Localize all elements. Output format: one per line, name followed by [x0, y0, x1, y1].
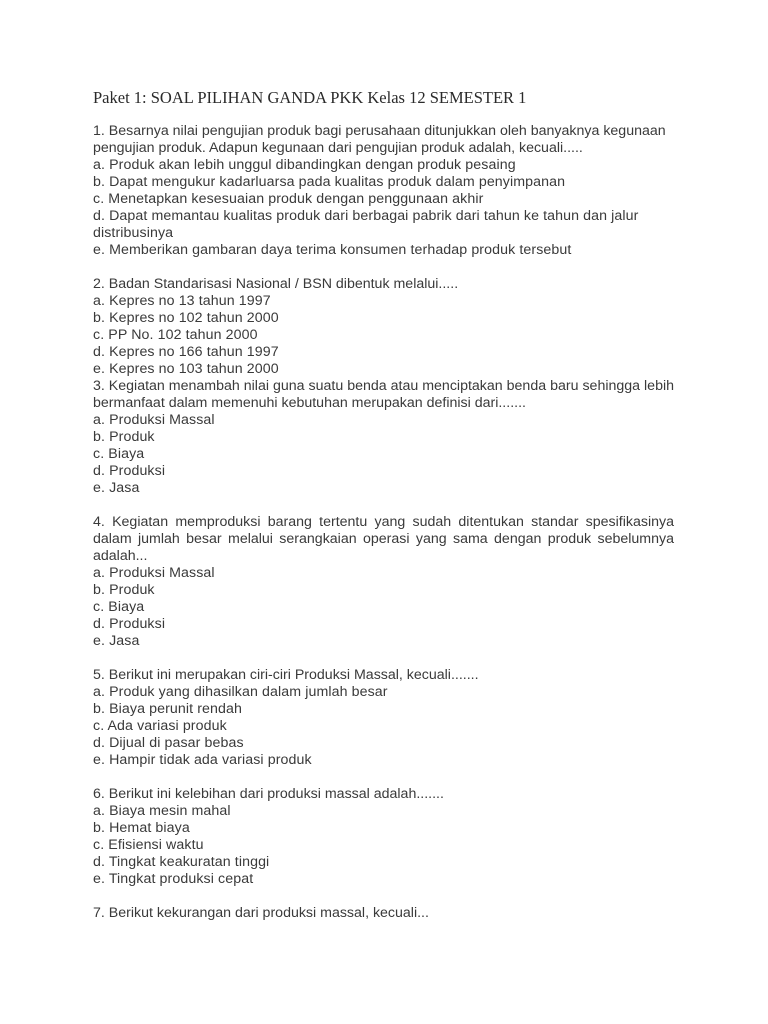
- question-2-stem: 2. Badan Standarisasi Nasional / BSN dibentuk melalui.....: [93, 276, 459, 292]
- question-5-option-d: d. Dijual di pasar bebas: [93, 735, 244, 751]
- question-7: [93, 905, 674, 922]
- question-2-option-b: b. Kepres no 102 tahun 2000: [93, 310, 279, 326]
- question-5-option-a: a. Produk yang dihasilkan dalam jumlah besar: [93, 684, 388, 700]
- question-1-option-a: a. Produk akan lebih unggul dibandingkan dengan produk pesaing: [93, 157, 516, 173]
- question-4-option-b: b. Produk: [93, 582, 155, 598]
- question-6-option-b: b. Hemat biaya: [93, 820, 190, 836]
- question-3-option-c: c. Biaya: [93, 446, 145, 462]
- document-title: Paket 1: SOAL PILIHAN GANDA PKK Kelas 12 SEMESTER 1: [93, 88, 527, 107]
- question-3: [93, 378, 674, 497]
- question-3-option-d: d. Produksi: [93, 463, 166, 479]
- question-6-option-a: a. Biaya mesin mahal: [93, 803, 231, 819]
- question-2-option-e: e. Kepres no 103 tahun 2000: [93, 361, 279, 377]
- question-6-option-c: c. Efisiensi waktu: [93, 837, 204, 853]
- question-5-option-e: e. Hampir tidak ada variasi produk: [93, 752, 312, 768]
- question-2-option-d: d. Kepres no 166 tahun 1997: [93, 344, 279, 360]
- question-4-option-d: d. Produksi: [93, 616, 166, 632]
- question-list: [93, 123, 674, 922]
- question-6-option-e: e. Tingkat produksi cepat: [93, 871, 254, 887]
- question-2-option-c: c. PP No. 102 tahun 2000: [93, 327, 258, 343]
- question-4-option-a: a. Produksi Massal: [93, 565, 215, 581]
- question-4-option-c: c. Biaya: [93, 599, 145, 615]
- question-5-option-b: b. Biaya perunit rendah: [93, 701, 243, 717]
- question-4-stem: 4. Kegiatan memproduksi barang tertentu yang sudah ditentukan standar spesifikasinya dalam jumlah besar melalui serangkaian operasi yang sama dengan produk sebelumnya adalah...: [93, 514, 674, 564]
- question-6: [93, 786, 674, 888]
- question-7-stem: 7. Berikut kekurangan dari produksi massal, kecuali...: [93, 905, 429, 921]
- question-6-option-d: d. Tingkat keakuratan tinggi: [93, 854, 270, 870]
- question-1-stem: 1. Besarnya nilai pengujian produk bagi perusahaan ditunjukkan oleh banyaknya kegunaan pengujian produk. Adapun kegunaan dari pengujian produk adalah, kecuali.....: [93, 123, 666, 156]
- question-4: [93, 514, 674, 650]
- question-5: [93, 667, 674, 769]
- question-4-option-e: e. Jasa: [93, 633, 140, 649]
- question-1-option-b: b. Dapat mengukur kadarluarsa pada kualitas produk dalam penyimpanan: [93, 174, 566, 190]
- question-1-option-e: e. Memberikan gambaran daya terima konsumen terhadap produk tersebut: [93, 242, 572, 258]
- question-5-option-c: c. Ada variasi produk: [93, 718, 227, 734]
- question-3-stem: 3. Kegiatan menambah nilai guna suatu benda atau menciptakan benda baru sehingga lebih bermanfaat dalam memenuhi kebutuhan merupakan definisi dari.......: [93, 378, 674, 411]
- question-1: [93, 123, 674, 259]
- question-3-option-a: a. Produksi Massal: [93, 412, 215, 428]
- question-3-option-e: e. Jasa: [93, 480, 140, 496]
- question-3-option-b: b. Produk: [93, 429, 155, 445]
- question-2: [93, 276, 674, 378]
- question-1-option-d: d. Dapat memantau kualitas produk dari berbagai pabrik dari tahun ke tahun dan jalur distribusinya: [93, 208, 639, 241]
- question-5-stem: 5. Berikut ini merupakan ciri-ciri Produksi Massal, kecuali.......: [93, 667, 479, 683]
- question-6-stem: 6. Berikut ini kelebihan dari produksi massal adalah.......: [93, 786, 444, 802]
- question-2-option-a: a. Kepres no 13 tahun 1997: [93, 293, 271, 309]
- question-1-option-c: c. Menetapkan kesesuaian produk dengan penggunaan akhir: [93, 191, 484, 207]
